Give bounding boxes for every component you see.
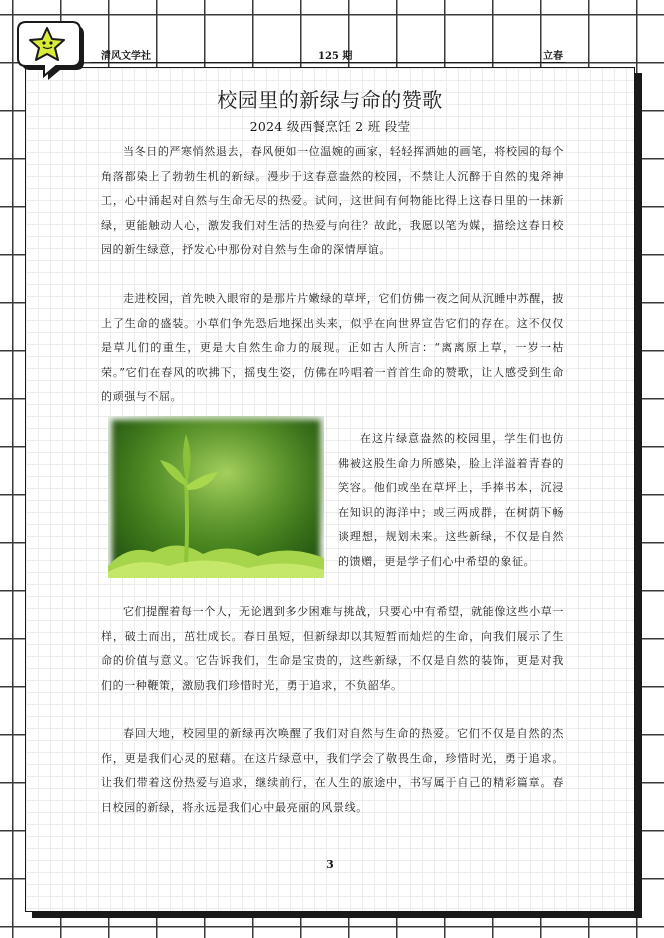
article-title: 校园里的新绿与命的赞歌 (217, 88, 443, 112)
paragraph-1: 当冬日的严寒悄然退去，春风便如一位温婉的画家，轻轻挥洒她的画笔，将校园的每个角落都染上了勃勃生机的新绿。漫步于这春意盎然的校园，不禁让人沉醉于自然的鬼斧神工，心中涌起对自然与生命无尽的热爱。试问，这世间有何物能比得上这春日里的一抹新绿，更能触动人心，激发我们对生活的热爱与向往？故此，我愿以笔为媒，描绘这春日校园的新生绿意，抒发心中那份对自然与生命的深情厚谊。 (101, 145, 564, 257)
article-byline: 2024 级西餐烹饪 2 班 段莹 (249, 119, 411, 134)
paragraph-5: 春回大地，校园里的新绿再次唤醒了我们对自然与生命的热爱。它们不仅是自然的杰作，更是我们心灵的慰藉。在这片绿意中，我们学会了敬畏生命，珍惜时光，勇于追求。让我们带着这份热爱与追求，继续前行，在人生的旅途中，书写属于自己的精彩篇章。春日校园的新绿，将永远是我们心中最亮丽的风景线。 (101, 727, 564, 814)
paragraph-2: 走进校园，首先映入眼帘的是那片片嫩绿的草坪，它们仿佛一夜之间从沉睡中苏醒，披上了生命的盛装。小草们争先恐后地探出头来，似乎在向世界宣告它们的存在。这不仅仅是草儿们的重生，更是大自然生命力的展现。正如古人所言：“离离原上草，一岁一枯荣。”它们在春风的吹拂下，摇曳生姿，仿佛在吟唱着一首首生命的赞歌，让人感受到生命的顽强与不屈。 (101, 292, 564, 404)
header-rule (90, 62, 566, 63)
running-header (0, 40, 664, 68)
issue-number: 125 期 (318, 51, 353, 62)
paragraph-4: 它们提醒着每一个人，无论遇到多少困难与挑战，只要心中有希望，就能像这些小草一样，破土而出，茁壮成长。春日虽短，但新绿却以其短暂而灿烂的生命，向我们展示了生命的价值与意义。它告诉我们，生命是宝贵的，这些新绿，不仅是自然的装饰，更是对我们的一种鞭策，激励我们珍惜时光，勇于追求，不负韶华。 (101, 605, 564, 692)
section-name: 立春 (543, 51, 563, 62)
page-number: 3 (326, 858, 334, 871)
paragraph-3: 在这片绿意盎然的校园里，学生们也仿佛被这股生命力所感染，脸上洋溢着青春的笑容。他们或坐在草坪上，手捧书本，沉浸在知识的海洋中；或三两成群，在树荫下畅谈理想，规划未来。这些新绿，不仅是自然的馈赠，更是学子们心中希望的象征。 (338, 432, 564, 568)
sprout-photo (108, 416, 324, 578)
star-speech-bubble-icon (10, 18, 86, 80)
publication-name: 清风文学社 (101, 51, 151, 62)
